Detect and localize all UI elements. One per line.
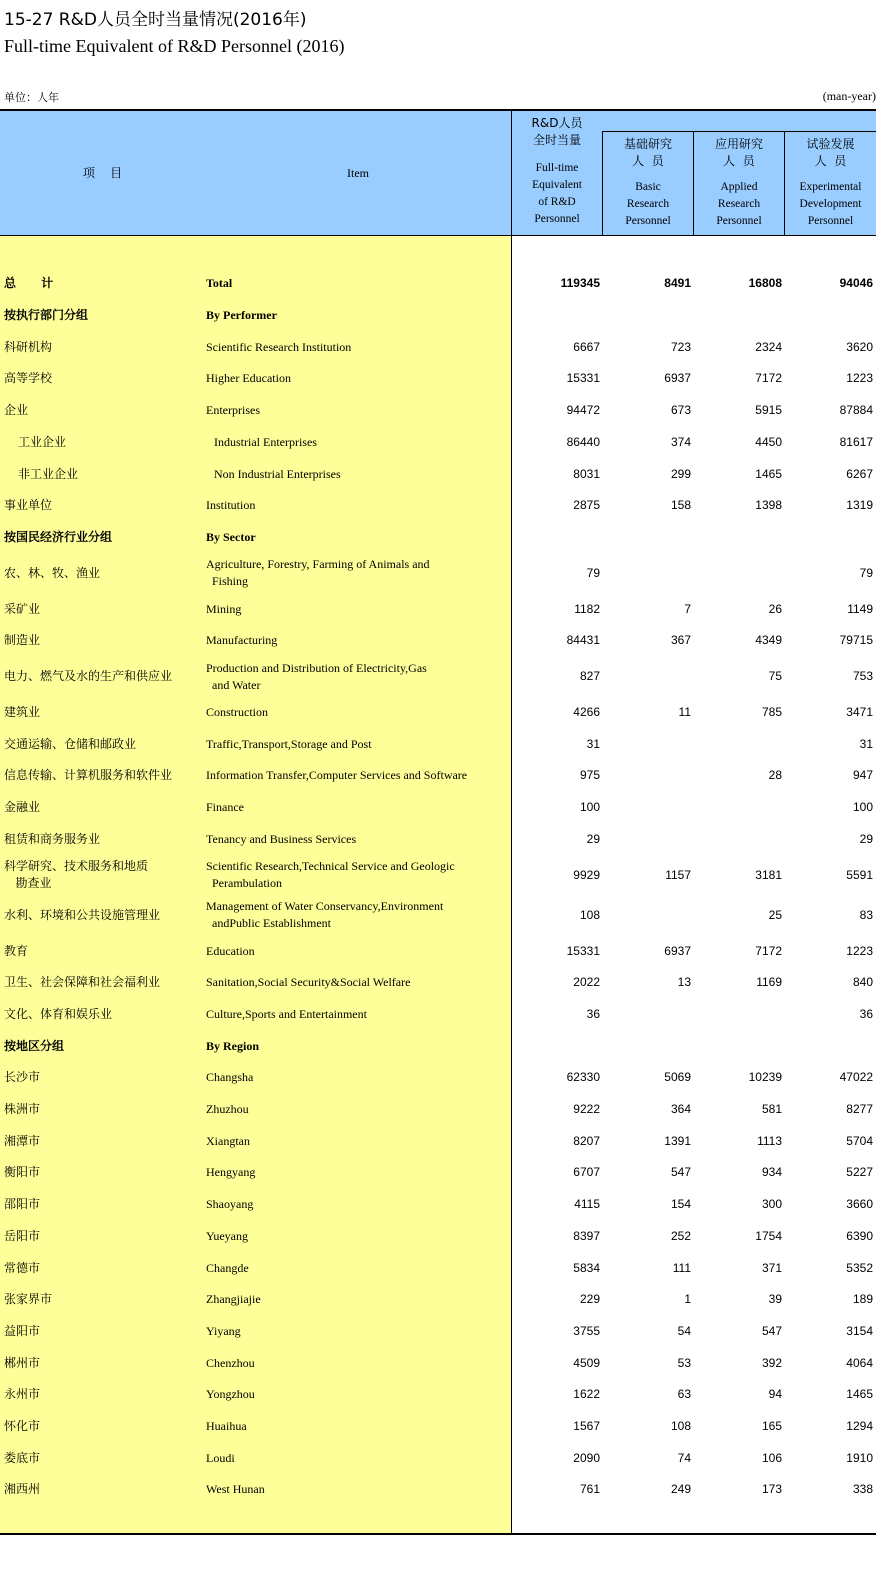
header-divider-3 — [693, 131, 694, 235]
row-label-english: By Region — [206, 1038, 260, 1053]
row-label-english: Higher Education — [206, 371, 291, 386]
table-row — [0, 1347, 876, 1379]
row-value-col1: 761 — [579, 1482, 600, 1497]
row-value-col2: 13 — [677, 975, 691, 990]
table-row — [0, 1157, 876, 1189]
row-value-col3: 1465 — [755, 466, 782, 481]
table-title-english: Full-time Equivalent of R&D Personnel (2016) — [4, 36, 345, 56]
row-value-col2: 374 — [670, 434, 691, 449]
row-value-col1: 15331 — [566, 371, 600, 386]
row-label-chinese: 郴州市 — [4, 1355, 41, 1370]
row-value-col2: 1157 — [665, 867, 691, 882]
row-value-col4: 5352 — [846, 1260, 873, 1275]
row-value-col4: 87884 — [839, 403, 873, 418]
table-row — [0, 268, 876, 300]
row-value-col4: 1319 — [846, 498, 873, 513]
row-value-col1: 2090 — [573, 1450, 600, 1465]
row-value-col2: 547 — [670, 1165, 691, 1180]
row-value-col2: 299 — [670, 466, 691, 481]
row-value-col3: 75 — [768, 669, 782, 684]
row-value-col4: 94046 — [839, 276, 873, 291]
row-label-chinese: 金融业 — [4, 800, 41, 815]
table-row — [0, 1284, 876, 1316]
row-label-english: West Hunan — [206, 1482, 265, 1497]
table-row — [0, 1030, 876, 1062]
row-label-english: Yueyang — [206, 1228, 248, 1243]
row-value-col3: 1113 — [757, 1133, 782, 1148]
row-value-col2: 1 — [684, 1292, 691, 1307]
header-col1-en: Full-time Equivalent of R&D Personnel — [532, 162, 582, 225]
table-row — [0, 792, 876, 824]
table-row — [0, 522, 876, 554]
row-label-english: Hengyang — [206, 1165, 256, 1180]
row-label-chinese: 总 计 — [4, 276, 54, 291]
table-row — [0, 1411, 876, 1443]
row-label-english: By Performer — [206, 308, 277, 323]
row-value-col1: 1622 — [573, 1387, 600, 1402]
row-label-chinese: 益阳市 — [4, 1323, 41, 1338]
table-row — [0, 458, 876, 490]
row-label-chinese: 文化、体育和娱乐业 — [4, 1006, 113, 1021]
row-label-chinese: 科研机构 — [4, 339, 53, 354]
table-row — [0, 1189, 876, 1221]
row-label-chinese: 湘潭市 — [4, 1133, 41, 1148]
row-value-col4: 3154 — [846, 1323, 873, 1338]
row-value-col1: 108 — [579, 907, 600, 922]
row-label-english: Production and Distribution of Electricity,Gas and Water — [206, 660, 427, 692]
row-label-chinese: 工业企业 — [18, 434, 67, 449]
row-label-english: Shaoyang — [206, 1197, 254, 1212]
row-value-col3: 39 — [768, 1292, 782, 1307]
row-label-english: Total — [206, 276, 233, 291]
row-value-col2: 8491 — [664, 276, 691, 291]
row-value-col1: 119345 — [560, 276, 600, 291]
table-row — [0, 935, 876, 967]
row-value-col1: 8031 — [573, 466, 600, 481]
table-row — [0, 657, 876, 697]
table-row — [0, 697, 876, 729]
table-row — [0, 1094, 876, 1126]
row-value-col1: 4509 — [573, 1355, 600, 1370]
table-row — [0, 300, 876, 332]
row-label-chinese: 科学研究、技术服务和地质 勘查业 — [4, 859, 149, 891]
header-item-en: Item — [347, 166, 369, 180]
row-label-chinese: 水利、环境和公共设施管理业 — [4, 907, 161, 922]
row-label-english: Management of Water Conservancy,Environment andPublic Establishment — [206, 899, 444, 931]
row-value-col3: 1754 — [755, 1228, 782, 1243]
row-label-chinese: 交通运输、仓储和邮政业 — [4, 736, 137, 751]
row-value-col2: 723 — [670, 339, 691, 354]
row-value-col3: 26 — [768, 601, 782, 616]
row-value-col4: 1465 — [846, 1387, 873, 1402]
row-value-col2: 11 — [678, 705, 691, 720]
row-label-english: Loudi — [206, 1450, 235, 1465]
header-col3-en: Applied Research Personnel — [716, 181, 762, 227]
row-value-col3: 392 — [761, 1355, 782, 1370]
row-value-col3: 1169 — [756, 975, 782, 990]
row-value-col3: 1398 — [755, 498, 782, 513]
row-value-col1: 9929 — [573, 867, 600, 882]
row-value-col1: 1567 — [573, 1419, 600, 1434]
unit-label-english: (man-year) — [822, 89, 876, 103]
row-value-col3: 28 — [768, 768, 782, 783]
row-value-col1: 84431 — [566, 633, 600, 648]
row-label-chinese: 卫生、社会保障和社会福利业 — [4, 975, 161, 990]
row-value-col1: 827 — [579, 669, 600, 684]
row-value-col1: 1182 — [574, 601, 600, 616]
table-row — [0, 625, 876, 657]
table-row — [0, 760, 876, 792]
row-value-col2: 673 — [670, 403, 691, 418]
row-label-chinese: 邵阳市 — [4, 1197, 41, 1212]
row-value-col4: 947 — [852, 768, 873, 783]
row-label-chinese: 怀化市 — [4, 1419, 41, 1434]
row-value-col3: 547 — [761, 1323, 782, 1338]
table-row — [0, 1316, 876, 1348]
row-label-english: Non Industrial Enterprises — [214, 466, 341, 481]
row-label-english: Finance — [206, 800, 244, 815]
row-value-col1: 100 — [579, 800, 600, 815]
table-row — [0, 1062, 876, 1094]
row-value-col4: 840 — [852, 975, 873, 990]
row-value-col2: 154 — [670, 1197, 691, 1212]
row-label-english: Zhangjiajie — [206, 1292, 261, 1307]
row-value-col1: 86440 — [566, 434, 600, 449]
row-value-col1: 2875 — [573, 498, 600, 513]
row-label-chinese: 教育 — [4, 943, 29, 958]
table-row — [0, 967, 876, 999]
row-value-col1: 29 — [586, 831, 600, 846]
row-value-col4: 81617 — [839, 434, 873, 449]
table-bottom-rule — [0, 1533, 876, 1535]
row-value-col3: 3181 — [755, 867, 782, 882]
row-label-chinese: 采矿业 — [4, 601, 41, 616]
row-value-col3: 300 — [761, 1197, 782, 1212]
table-row — [0, 895, 876, 935]
row-value-col1: 6707 — [573, 1165, 600, 1180]
row-label-english: Scientific Research,Technical Service and Geologic Perambulation — [206, 859, 455, 891]
row-label-english: Culture,Sports and Entertainment — [206, 1006, 367, 1021]
row-value-col4: 5227 — [846, 1165, 873, 1180]
row-value-col4: 36 — [859, 1006, 873, 1021]
row-value-col4: 3660 — [846, 1197, 873, 1212]
table-row — [0, 363, 876, 395]
table-row — [0, 395, 876, 427]
row-label-chinese: 常德市 — [4, 1260, 41, 1275]
row-label-chinese: 株洲市 — [4, 1102, 41, 1117]
row-value-col4: 8277 — [846, 1102, 873, 1117]
table-row — [0, 1442, 876, 1474]
row-value-col2: 158 — [670, 498, 691, 513]
table-row — [0, 1474, 876, 1506]
row-value-col4: 100 — [852, 800, 873, 815]
row-value-col4: 1149 — [847, 601, 873, 616]
row-value-col4: 1223 — [846, 371, 873, 386]
row-value-col2: 6937 — [664, 943, 691, 958]
row-value-col3: 165 — [761, 1419, 782, 1434]
row-value-col2: 6937 — [664, 371, 691, 386]
row-value-col2: 111 — [672, 1260, 691, 1275]
row-value-col1: 4266 — [573, 705, 600, 720]
row-label-chinese: 租赁和商务服务业 — [4, 831, 101, 846]
row-label-chinese: 湘西州 — [4, 1482, 41, 1497]
row-label-chinese: 永州市 — [4, 1387, 41, 1402]
table-row — [0, 1125, 876, 1157]
row-label-english: Changsha — [206, 1070, 254, 1085]
row-value-col4: 31 — [859, 736, 873, 751]
row-label-english: Industrial Enterprises — [214, 434, 317, 449]
row-label-chinese: 娄底市 — [4, 1450, 41, 1465]
header-col1-cn: R&D人员 全时当量 — [531, 116, 583, 147]
row-label-english: Chenzhou — [206, 1355, 255, 1370]
row-label-english: Scientific Research Institution — [206, 339, 352, 354]
row-value-col3: 581 — [761, 1102, 782, 1117]
row-label-chinese: 非工业企业 — [18, 466, 79, 481]
row-value-col2: 7 — [684, 601, 691, 616]
row-value-col1: 3755 — [573, 1323, 600, 1338]
row-label-english: Changde — [206, 1260, 249, 1275]
row-label-chinese: 按执行部门分组 — [4, 308, 89, 323]
row-value-col2: 252 — [670, 1228, 691, 1243]
table-row — [0, 427, 876, 459]
table-row — [0, 331, 876, 363]
row-value-col4: 79 — [859, 565, 873, 580]
row-label-english: Mining — [206, 601, 242, 616]
row-label-chinese: 按地区分组 — [4, 1038, 65, 1053]
row-value-col1: 8397 — [573, 1228, 600, 1243]
header-divider-4 — [784, 131, 785, 235]
row-value-col3: 4450 — [755, 434, 782, 449]
row-label-english: Yongzhou — [206, 1387, 255, 1402]
row-value-col1: 15331 — [566, 943, 600, 958]
row-label-chinese: 建筑业 — [4, 705, 41, 720]
row-label-chinese: 电力、燃气及水的生产和供应业 — [4, 669, 173, 684]
row-label-chinese: 衡阳市 — [4, 1165, 41, 1180]
row-label-english: Yiyang — [206, 1323, 241, 1338]
row-value-col3: 10239 — [748, 1070, 782, 1085]
row-label-english: Sanitation,Social Security&Social Welfare — [206, 975, 411, 990]
row-label-english: Information Transfer,Computer Services and Software — [206, 768, 468, 783]
row-value-col4: 1910 — [846, 1450, 873, 1465]
row-value-col1: 229 — [579, 1292, 600, 1307]
row-label-english: Enterprises — [206, 403, 260, 418]
table-row — [0, 593, 876, 625]
row-value-col3: 5915 — [755, 403, 782, 418]
row-value-col4: 5704 — [846, 1133, 873, 1148]
table-row — [0, 824, 876, 856]
table-row — [0, 1379, 876, 1411]
row-value-col1: 94472 — [566, 403, 600, 418]
row-value-col1: 2022 — [573, 975, 600, 990]
row-label-chinese: 按国民经济行业分组 — [4, 529, 113, 544]
row-label-chinese: 高等学校 — [4, 371, 53, 386]
row-value-col2: 364 — [670, 1102, 691, 1117]
row-value-col4: 753 — [852, 669, 873, 684]
row-value-col1: 79 — [586, 565, 600, 580]
row-value-col3: 934 — [761, 1165, 782, 1180]
row-value-col4: 29 — [859, 831, 873, 846]
row-label-english: Traffic,Transport,Storage and Post — [206, 736, 372, 751]
row-value-col3: 7172 — [755, 943, 782, 958]
row-value-col2: 53 — [677, 1355, 691, 1370]
row-label-chinese: 制造业 — [4, 633, 41, 648]
header-col3-cn: 应用研究 人 员 — [714, 137, 763, 168]
row-label-chinese: 农、林、牧、渔业 — [4, 565, 101, 580]
row-label-english: By Sector — [206, 529, 256, 544]
header-item-cn: 项 目 — [82, 166, 123, 180]
row-label-english: Manufacturing — [206, 633, 278, 648]
row-value-col4: 338 — [852, 1482, 873, 1497]
row-value-col4: 6267 — [846, 466, 873, 481]
table-row — [0, 553, 876, 593]
row-value-col4: 189 — [852, 1292, 873, 1307]
row-label-chinese: 岳阳市 — [4, 1228, 41, 1243]
row-value-col2: 1391 — [664, 1133, 691, 1148]
row-value-col2: 74 — [677, 1450, 691, 1465]
table-row — [0, 855, 876, 895]
row-value-col1: 8207 — [573, 1133, 600, 1148]
header-col2-en: Basic Research Personnel — [625, 181, 671, 227]
row-value-col3: 371 — [761, 1260, 782, 1275]
row-label-chinese: 事业单位 — [4, 498, 53, 513]
row-label-english: Zhuzhou — [206, 1102, 249, 1117]
row-value-col4: 79715 — [839, 633, 873, 648]
header-subrule — [603, 131, 876, 132]
header-col4-en: Experimental Development Personnel — [799, 181, 862, 227]
row-label-chinese: 长沙市 — [4, 1070, 41, 1085]
row-value-col4: 6390 — [846, 1228, 873, 1243]
row-label-english: Construction — [206, 705, 268, 720]
table-row — [0, 1221, 876, 1253]
row-value-col2: 249 — [670, 1482, 691, 1497]
table-row — [0, 490, 876, 522]
row-value-col3: 16808 — [748, 276, 782, 291]
row-label-english: Agriculture, Forestry, Farming of Animals and Fishing — [206, 557, 430, 589]
row-value-col2: 367 — [670, 633, 691, 648]
row-value-col4: 83 — [859, 907, 873, 922]
header-col2-cn: 基础研究 人 员 — [623, 137, 672, 168]
row-value-col3: 94 — [768, 1387, 782, 1402]
row-value-col1: 4115 — [574, 1197, 600, 1212]
row-value-col1: 5834 — [573, 1260, 600, 1275]
table-row — [0, 999, 876, 1031]
row-value-col2: 108 — [670, 1419, 691, 1434]
row-label-chinese: 企业 — [4, 403, 29, 418]
row-value-col2: 63 — [677, 1387, 691, 1402]
row-label-chinese: 信息传输、计算机服务和软件业 — [4, 768, 173, 783]
row-value-col1: 6667 — [573, 339, 600, 354]
row-label-english: Tenancy and Business Services — [206, 831, 357, 846]
row-value-col3: 173 — [761, 1482, 782, 1497]
table-header — [0, 111, 876, 236]
row-value-col4: 3620 — [846, 339, 873, 354]
row-label-chinese: 张家界市 — [4, 1292, 53, 1307]
row-value-col1: 975 — [579, 768, 600, 783]
row-value-col4: 1294 — [846, 1419, 873, 1434]
row-label-english: Xiangtan — [206, 1133, 250, 1148]
row-value-col4: 5591 — [846, 867, 873, 882]
row-value-col1: 36 — [586, 1006, 600, 1021]
row-value-col4: 47022 — [839, 1070, 873, 1085]
row-value-col2: 5069 — [664, 1070, 691, 1085]
row-value-col3: 785 — [761, 705, 782, 720]
row-value-col4: 3471 — [846, 705, 873, 720]
row-value-col1: 62330 — [566, 1070, 600, 1085]
row-value-col3: 106 — [761, 1450, 782, 1465]
table-title-chinese: 15-27 R&D人员全时当量情况(2016年) — [4, 10, 307, 30]
row-value-col3: 7172 — [755, 371, 782, 386]
row-label-english: Huaihua — [206, 1419, 247, 1434]
row-value-col2: 54 — [677, 1323, 691, 1338]
row-value-col1: 31 — [586, 736, 600, 751]
row-label-english: Education — [206, 943, 255, 958]
row-value-col1: 9222 — [573, 1102, 600, 1117]
row-value-col4: 4064 — [846, 1355, 873, 1370]
row-value-col3: 2324 — [755, 339, 782, 354]
row-value-col3: 25 — [768, 907, 782, 922]
row-label-english: Institution — [206, 498, 256, 513]
row-value-col3: 4349 — [755, 633, 782, 648]
header-col4-cn: 试验发展 人 员 — [806, 137, 855, 168]
unit-label-chinese: 单位：人年 — [4, 91, 59, 104]
table-row — [0, 1252, 876, 1284]
table-row — [0, 728, 876, 760]
header-divider-2 — [602, 131, 603, 235]
row-value-col4: 1223 — [846, 943, 873, 958]
